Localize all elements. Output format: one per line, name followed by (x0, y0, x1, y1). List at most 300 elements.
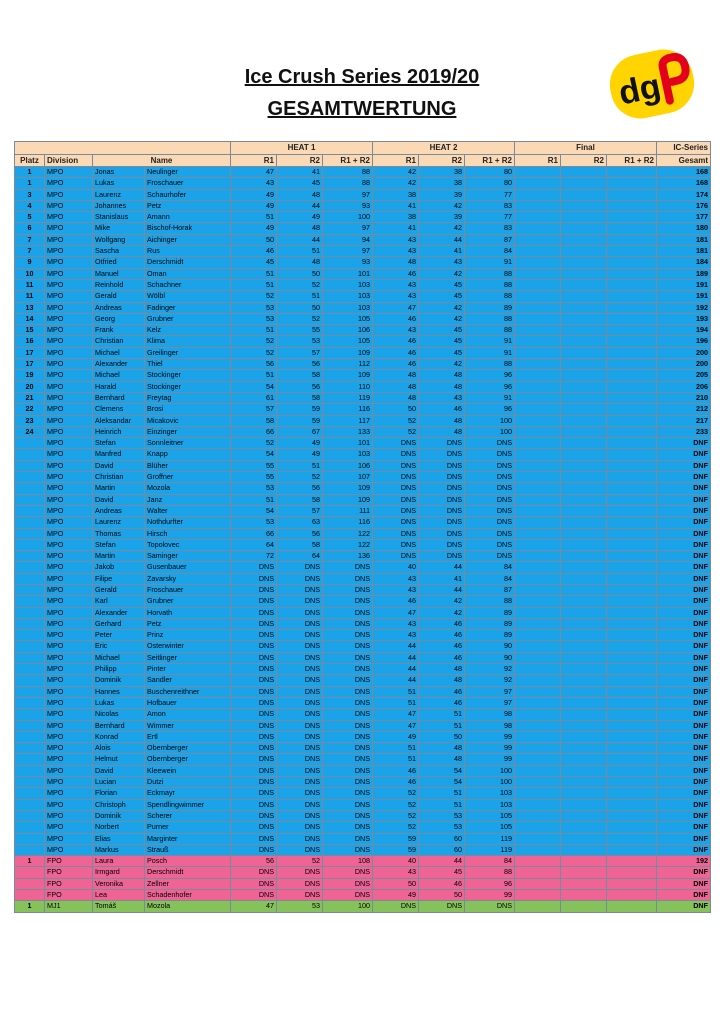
cell-h1-sum: DNS (323, 720, 373, 731)
cell-h1-sum: 103 (323, 291, 373, 302)
cell-h1-sum: 108 (323, 856, 373, 867)
cell-h2-sum: 84 (465, 562, 515, 573)
cell-h2-r2: DNS (419, 901, 465, 912)
cell-platz (15, 799, 45, 810)
cell-first-name: Stanislaus (93, 212, 145, 223)
cell-h2-r1: 43 (373, 279, 419, 290)
cell-h1-r1: DNS (231, 618, 277, 629)
cell-h2-r2: DNS (419, 505, 465, 516)
cell-final-r2 (561, 517, 607, 528)
col-division: Division (45, 155, 93, 167)
table-row (15, 833, 711, 844)
cell-platz: 4 (15, 200, 45, 211)
table-row (15, 539, 711, 550)
cell-final-sum (607, 765, 657, 776)
table-row (15, 799, 711, 810)
cell-final-r1 (515, 438, 561, 449)
table-row (15, 844, 711, 855)
cell-h1-sum: 116 (323, 517, 373, 528)
cell-division: MPO (45, 754, 93, 765)
cell-h1-r2: 52 (277, 856, 323, 867)
cell-gesamt: DNF (657, 664, 711, 675)
cell-gesamt: DNF (657, 539, 711, 550)
cell-final-r2 (561, 731, 607, 742)
table-row (15, 867, 711, 878)
cell-gesamt: DNF (657, 607, 711, 618)
cell-final-r2 (561, 901, 607, 912)
cell-h2-sum: 87 (465, 584, 515, 595)
cell-h1-sum: DNS (323, 652, 373, 663)
cell-final-r1 (515, 731, 561, 742)
cell-final-sum (607, 799, 657, 810)
cell-h2-sum: 99 (465, 890, 515, 901)
cell-h1-sum: DNS (323, 641, 373, 652)
cell-gesamt: 192 (657, 856, 711, 867)
col-h2-sum: R1 + R2 (465, 155, 515, 167)
cell-first-name: Irmgard (93, 867, 145, 878)
cell-division: MPO (45, 449, 93, 460)
cell-final-r2 (561, 743, 607, 754)
cell-first-name: Martin (93, 551, 145, 562)
cell-last-name: Petz (145, 618, 231, 629)
cell-platz (15, 765, 45, 776)
cell-platz (15, 562, 45, 573)
cell-final-r1 (515, 867, 561, 878)
table-row (15, 856, 711, 867)
cell-division: MPO (45, 675, 93, 686)
cell-final-r1 (515, 313, 561, 324)
cell-h1-sum: DNS (323, 630, 373, 641)
cell-division: MPO (45, 460, 93, 471)
cell-final-sum (607, 517, 657, 528)
cell-platz (15, 607, 45, 618)
cell-final-r2 (561, 844, 607, 855)
cell-first-name: Laurenz (93, 189, 145, 200)
cell-first-name: Gerhard (93, 618, 145, 629)
cell-h2-r1: 52 (373, 415, 419, 426)
cell-h1-sum: 100 (323, 901, 373, 912)
cell-h2-sum: 88 (465, 268, 515, 279)
cell-h1-sum: DNS (323, 731, 373, 742)
cell-h1-r2: 67 (277, 426, 323, 437)
cell-h2-r2: 45 (419, 325, 465, 336)
cell-h1-r2: 59 (277, 404, 323, 415)
cell-platz (15, 460, 45, 471)
cell-h1-sum: 105 (323, 313, 373, 324)
cell-first-name: Filipe (93, 573, 145, 584)
cell-final-r2 (561, 472, 607, 483)
cell-last-name: Groffner (145, 472, 231, 483)
cell-gesamt: 205 (657, 370, 711, 381)
cell-h2-sum: 103 (465, 799, 515, 810)
cell-final-r1 (515, 223, 561, 234)
table-row (15, 381, 711, 392)
cell-h1-sum: DNS (323, 664, 373, 675)
cell-h1-sum: DNS (323, 573, 373, 584)
table-row (15, 754, 711, 765)
cell-division: MPO (45, 844, 93, 855)
table-row (15, 200, 711, 211)
cell-h2-sum: 88 (465, 313, 515, 324)
cell-h2-r2: 51 (419, 788, 465, 799)
cell-h2-sum: 96 (465, 381, 515, 392)
cell-h1-r1: DNS (231, 799, 277, 810)
cell-first-name: Elias (93, 833, 145, 844)
cell-h2-r1: 48 (373, 370, 419, 381)
cell-last-name: Neulinger (145, 167, 231, 178)
cell-gesamt: DNF (657, 833, 711, 844)
table-row (15, 279, 711, 290)
cell-gesamt: DNF (657, 777, 711, 788)
header-blank (15, 142, 231, 155)
cell-first-name: David (93, 765, 145, 776)
cell-h1-r1: 53 (231, 483, 277, 494)
cell-final-r2 (561, 641, 607, 652)
table-row (15, 562, 711, 573)
cell-h1-sum: DNS (323, 833, 373, 844)
cell-division: MPO (45, 810, 93, 821)
table-row (15, 313, 711, 324)
cell-h2-r2: 54 (419, 777, 465, 788)
table-row (15, 223, 711, 234)
cell-platz: 3 (15, 189, 45, 200)
table-row (15, 189, 711, 200)
cell-final-r1 (515, 901, 561, 912)
cell-last-name: Petz (145, 200, 231, 211)
cell-division: MPO (45, 257, 93, 268)
cell-h1-r1: DNS (231, 607, 277, 618)
cell-division: MPO (45, 731, 93, 742)
cell-gesamt: 168 (657, 167, 711, 178)
cell-last-name: Spendlingwimmer (145, 799, 231, 810)
cell-first-name: Laura (93, 856, 145, 867)
cell-final-sum (607, 630, 657, 641)
cell-h2-r2: DNS (419, 494, 465, 505)
cell-final-r2 (561, 754, 607, 765)
cell-h1-r2: DNS (277, 844, 323, 855)
cell-h1-sum: 109 (323, 347, 373, 358)
cell-h1-r2: 56 (277, 483, 323, 494)
cell-h2-r2: 42 (419, 223, 465, 234)
cell-h1-r1: DNS (231, 573, 277, 584)
svg-text:dg: dg (615, 66, 664, 113)
cell-h1-r2: DNS (277, 743, 323, 754)
cell-final-r1 (515, 347, 561, 358)
cell-h1-sum: 94 (323, 234, 373, 245)
cell-h1-r2: 41 (277, 167, 323, 178)
cell-last-name: Bischof-Horak (145, 223, 231, 234)
cell-division: MPO (45, 404, 93, 415)
cell-gesamt: 180 (657, 223, 711, 234)
cell-final-r1 (515, 257, 561, 268)
cell-h1-r1: 53 (231, 313, 277, 324)
cell-final-r2 (561, 709, 607, 720)
cell-platz (15, 472, 45, 483)
cell-final-r1 (515, 381, 561, 392)
cell-platz (15, 539, 45, 550)
cell-h1-r1: DNS (231, 664, 277, 675)
cell-h2-r2: 46 (419, 652, 465, 663)
cell-h1-r2: 52 (277, 313, 323, 324)
cell-last-name: Micakovic (145, 415, 231, 426)
cell-h2-sum: 100 (465, 777, 515, 788)
cell-h2-r2: DNS (419, 483, 465, 494)
cell-h1-r2: 50 (277, 302, 323, 313)
cell-h2-sum: 96 (465, 404, 515, 415)
cell-final-r2 (561, 234, 607, 245)
cell-h2-r1: 43 (373, 630, 419, 641)
cell-h2-r2: 44 (419, 856, 465, 867)
cell-h2-r1: 41 (373, 223, 419, 234)
cell-final-sum (607, 223, 657, 234)
cell-h1-r1: 51 (231, 212, 277, 223)
cell-first-name: Florian (93, 788, 145, 799)
cell-first-name: Andreas (93, 505, 145, 516)
table-row (15, 517, 711, 528)
cell-final-r2 (561, 257, 607, 268)
cell-final-sum (607, 822, 657, 833)
cell-final-sum (607, 167, 657, 178)
cell-division: MPO (45, 246, 93, 257)
table-row (15, 483, 711, 494)
cell-h2-sum: DNS (465, 539, 515, 550)
cell-final-sum (607, 313, 657, 324)
cell-final-r2 (561, 167, 607, 178)
table-row (15, 596, 711, 607)
cell-final-sum (607, 505, 657, 516)
cell-h1-r1: DNS (231, 833, 277, 844)
cell-final-sum (607, 664, 657, 675)
cell-final-r1 (515, 167, 561, 178)
cell-h1-r2: 45 (277, 178, 323, 189)
cell-gesamt: 196 (657, 336, 711, 347)
cell-h1-r1: DNS (231, 810, 277, 821)
cell-platz: 23 (15, 415, 45, 426)
cell-division: MPO (45, 743, 93, 754)
cell-final-sum (607, 279, 657, 290)
cell-final-r2 (561, 381, 607, 392)
cell-first-name: Nicolas (93, 709, 145, 720)
cell-platz: 7 (15, 234, 45, 245)
cell-final-r1 (515, 528, 561, 539)
cell-h2-sum: 80 (465, 167, 515, 178)
table-row (15, 743, 711, 754)
heat2-header: HEAT 2 (373, 142, 515, 155)
cell-h2-r1: 46 (373, 347, 419, 358)
cell-first-name: Christian (93, 472, 145, 483)
cell-division: MPO (45, 618, 93, 629)
cell-h1-sum: 109 (323, 370, 373, 381)
cell-platz: 1 (15, 167, 45, 178)
table-row (15, 528, 711, 539)
cell-h1-r2: DNS (277, 878, 323, 889)
cell-h2-r1: DNS (373, 505, 419, 516)
cell-h1-r2: 59 (277, 415, 323, 426)
cell-last-name: Stockinger (145, 381, 231, 392)
cell-h2-r2: 38 (419, 178, 465, 189)
cell-h2-r2: 42 (419, 268, 465, 279)
cell-division: MPO (45, 302, 93, 313)
cell-gesamt: DNF (657, 675, 711, 686)
cell-h2-r2: 43 (419, 257, 465, 268)
cell-h2-sum: DNS (465, 528, 515, 539)
table-row (15, 686, 711, 697)
table-row (15, 246, 711, 257)
cell-first-name: Lucian (93, 777, 145, 788)
cell-gesamt: DNF (657, 438, 711, 449)
cell-h1-r1: 50 (231, 234, 277, 245)
page-title: Ice Crush Series 2019/20 (244, 66, 480, 88)
cell-h1-r1: DNS (231, 641, 277, 652)
cell-final-sum (607, 178, 657, 189)
cell-h2-r1: 47 (373, 720, 419, 731)
cell-platz (15, 844, 45, 855)
cell-division: MPO (45, 268, 93, 279)
cell-h2-r1: 43 (373, 584, 419, 595)
cell-h2-sum: 88 (465, 325, 515, 336)
cell-gesamt: 212 (657, 404, 711, 415)
cell-platz: 19 (15, 370, 45, 381)
cell-final-r1 (515, 652, 561, 663)
col-h1-r1: R1 (231, 155, 277, 167)
cell-h1-sum: 97 (323, 246, 373, 257)
cell-first-name: Bernhard (93, 392, 145, 403)
cell-h1-r2: 50 (277, 268, 323, 279)
cell-h1-sum: 93 (323, 200, 373, 211)
cell-h1-r2: DNS (277, 686, 323, 697)
cell-division: MPO (45, 347, 93, 358)
cell-gesamt: DNF (657, 720, 711, 731)
cell-h1-r2: DNS (277, 833, 323, 844)
cell-first-name: Stefan (93, 438, 145, 449)
cell-h1-r1: 51 (231, 494, 277, 505)
table-row (15, 607, 711, 618)
cell-division: MPO (45, 709, 93, 720)
cell-h1-sum: 119 (323, 392, 373, 403)
cell-h1-r2: 53 (277, 901, 323, 912)
table-row (15, 449, 711, 460)
cell-gesamt: 168 (657, 178, 711, 189)
cell-h2-sum: 98 (465, 709, 515, 720)
cell-first-name: Christoph (93, 799, 145, 810)
cell-h2-r1: DNS (373, 483, 419, 494)
cell-division: MPO (45, 528, 93, 539)
cell-gesamt: DNF (657, 460, 711, 471)
cell-division: MPO (45, 833, 93, 844)
cell-first-name: David (93, 460, 145, 471)
cell-h2-sum: 84 (465, 856, 515, 867)
cell-h2-sum: 77 (465, 212, 515, 223)
table-row (15, 551, 711, 562)
cell-final-r1 (515, 200, 561, 211)
cell-h1-sum: DNS (323, 867, 373, 878)
cell-final-r2 (561, 562, 607, 573)
cell-final-r2 (561, 573, 607, 584)
cell-final-sum (607, 551, 657, 562)
cell-final-r1 (515, 325, 561, 336)
cell-h2-r1: DNS (373, 551, 419, 562)
cell-gesamt: DNF (657, 573, 711, 584)
cell-final-sum (607, 573, 657, 584)
cell-h1-r2: DNS (277, 867, 323, 878)
cell-gesamt: 189 (657, 268, 711, 279)
cell-first-name: Otfried (93, 257, 145, 268)
cell-final-r2 (561, 539, 607, 550)
cell-gesamt: DNF (657, 788, 711, 799)
cell-gesamt: 176 (657, 200, 711, 211)
cell-h2-r1: 47 (373, 709, 419, 720)
cell-platz: 10 (15, 268, 45, 279)
cell-h2-sum: 119 (465, 833, 515, 844)
cell-platz: 14 (15, 313, 45, 324)
table-row (15, 584, 711, 595)
cell-h2-r2: 53 (419, 822, 465, 833)
cell-final-sum (607, 709, 657, 720)
table-row (15, 234, 711, 245)
cell-h2-sum: 88 (465, 291, 515, 302)
cell-final-sum (607, 539, 657, 550)
cell-h1-r2: DNS (277, 720, 323, 731)
col-gesamt: Gesamt (657, 155, 711, 167)
cell-final-r2 (561, 652, 607, 663)
cell-final-sum (607, 359, 657, 370)
cell-h2-sum: DNS (465, 483, 515, 494)
cell-h1-sum: 105 (323, 336, 373, 347)
final-header: Final (515, 142, 657, 155)
cell-gesamt: DNF (657, 754, 711, 765)
cell-h2-r2: 42 (419, 359, 465, 370)
cell-final-r2 (561, 426, 607, 437)
cell-last-name: Oman (145, 268, 231, 279)
cell-last-name: Prinz (145, 630, 231, 641)
cell-final-r1 (515, 573, 561, 584)
cell-h1-r2: 58 (277, 539, 323, 550)
cell-h2-r2: 44 (419, 234, 465, 245)
cell-gesamt: DNF (657, 641, 711, 652)
cell-platz (15, 743, 45, 754)
cell-final-r1 (515, 268, 561, 279)
cell-division: MPO (45, 607, 93, 618)
cell-final-sum (607, 584, 657, 595)
cell-h2-r1: 46 (373, 313, 419, 324)
cell-final-sum (607, 483, 657, 494)
cell-h2-r2: 48 (419, 743, 465, 754)
cell-h2-r2: 42 (419, 596, 465, 607)
cell-h1-sum: 93 (323, 257, 373, 268)
cell-h2-r1: 50 (373, 404, 419, 415)
cell-first-name: Michael (93, 652, 145, 663)
cell-last-name: Strauß (145, 844, 231, 855)
cell-h1-r1: DNS (231, 754, 277, 765)
cell-first-name: Eric (93, 641, 145, 652)
cell-h1-r2: 53 (277, 336, 323, 347)
cell-last-name: Stockinger (145, 370, 231, 381)
col-final-r2: R2 (561, 155, 607, 167)
cell-last-name: Horvath (145, 607, 231, 618)
cell-last-name: Klima (145, 336, 231, 347)
cell-final-sum (607, 810, 657, 821)
cell-h2-sum: 91 (465, 392, 515, 403)
cell-gesamt: DNF (657, 596, 711, 607)
cell-final-r1 (515, 539, 561, 550)
cell-h2-sum: 89 (465, 630, 515, 641)
cell-final-sum (607, 257, 657, 268)
cell-h2-r2: 53 (419, 810, 465, 821)
cell-h2-sum: 98 (465, 720, 515, 731)
cell-final-r1 (515, 517, 561, 528)
cell-h2-sum: DNS (465, 472, 515, 483)
cell-division: MPO (45, 584, 93, 595)
